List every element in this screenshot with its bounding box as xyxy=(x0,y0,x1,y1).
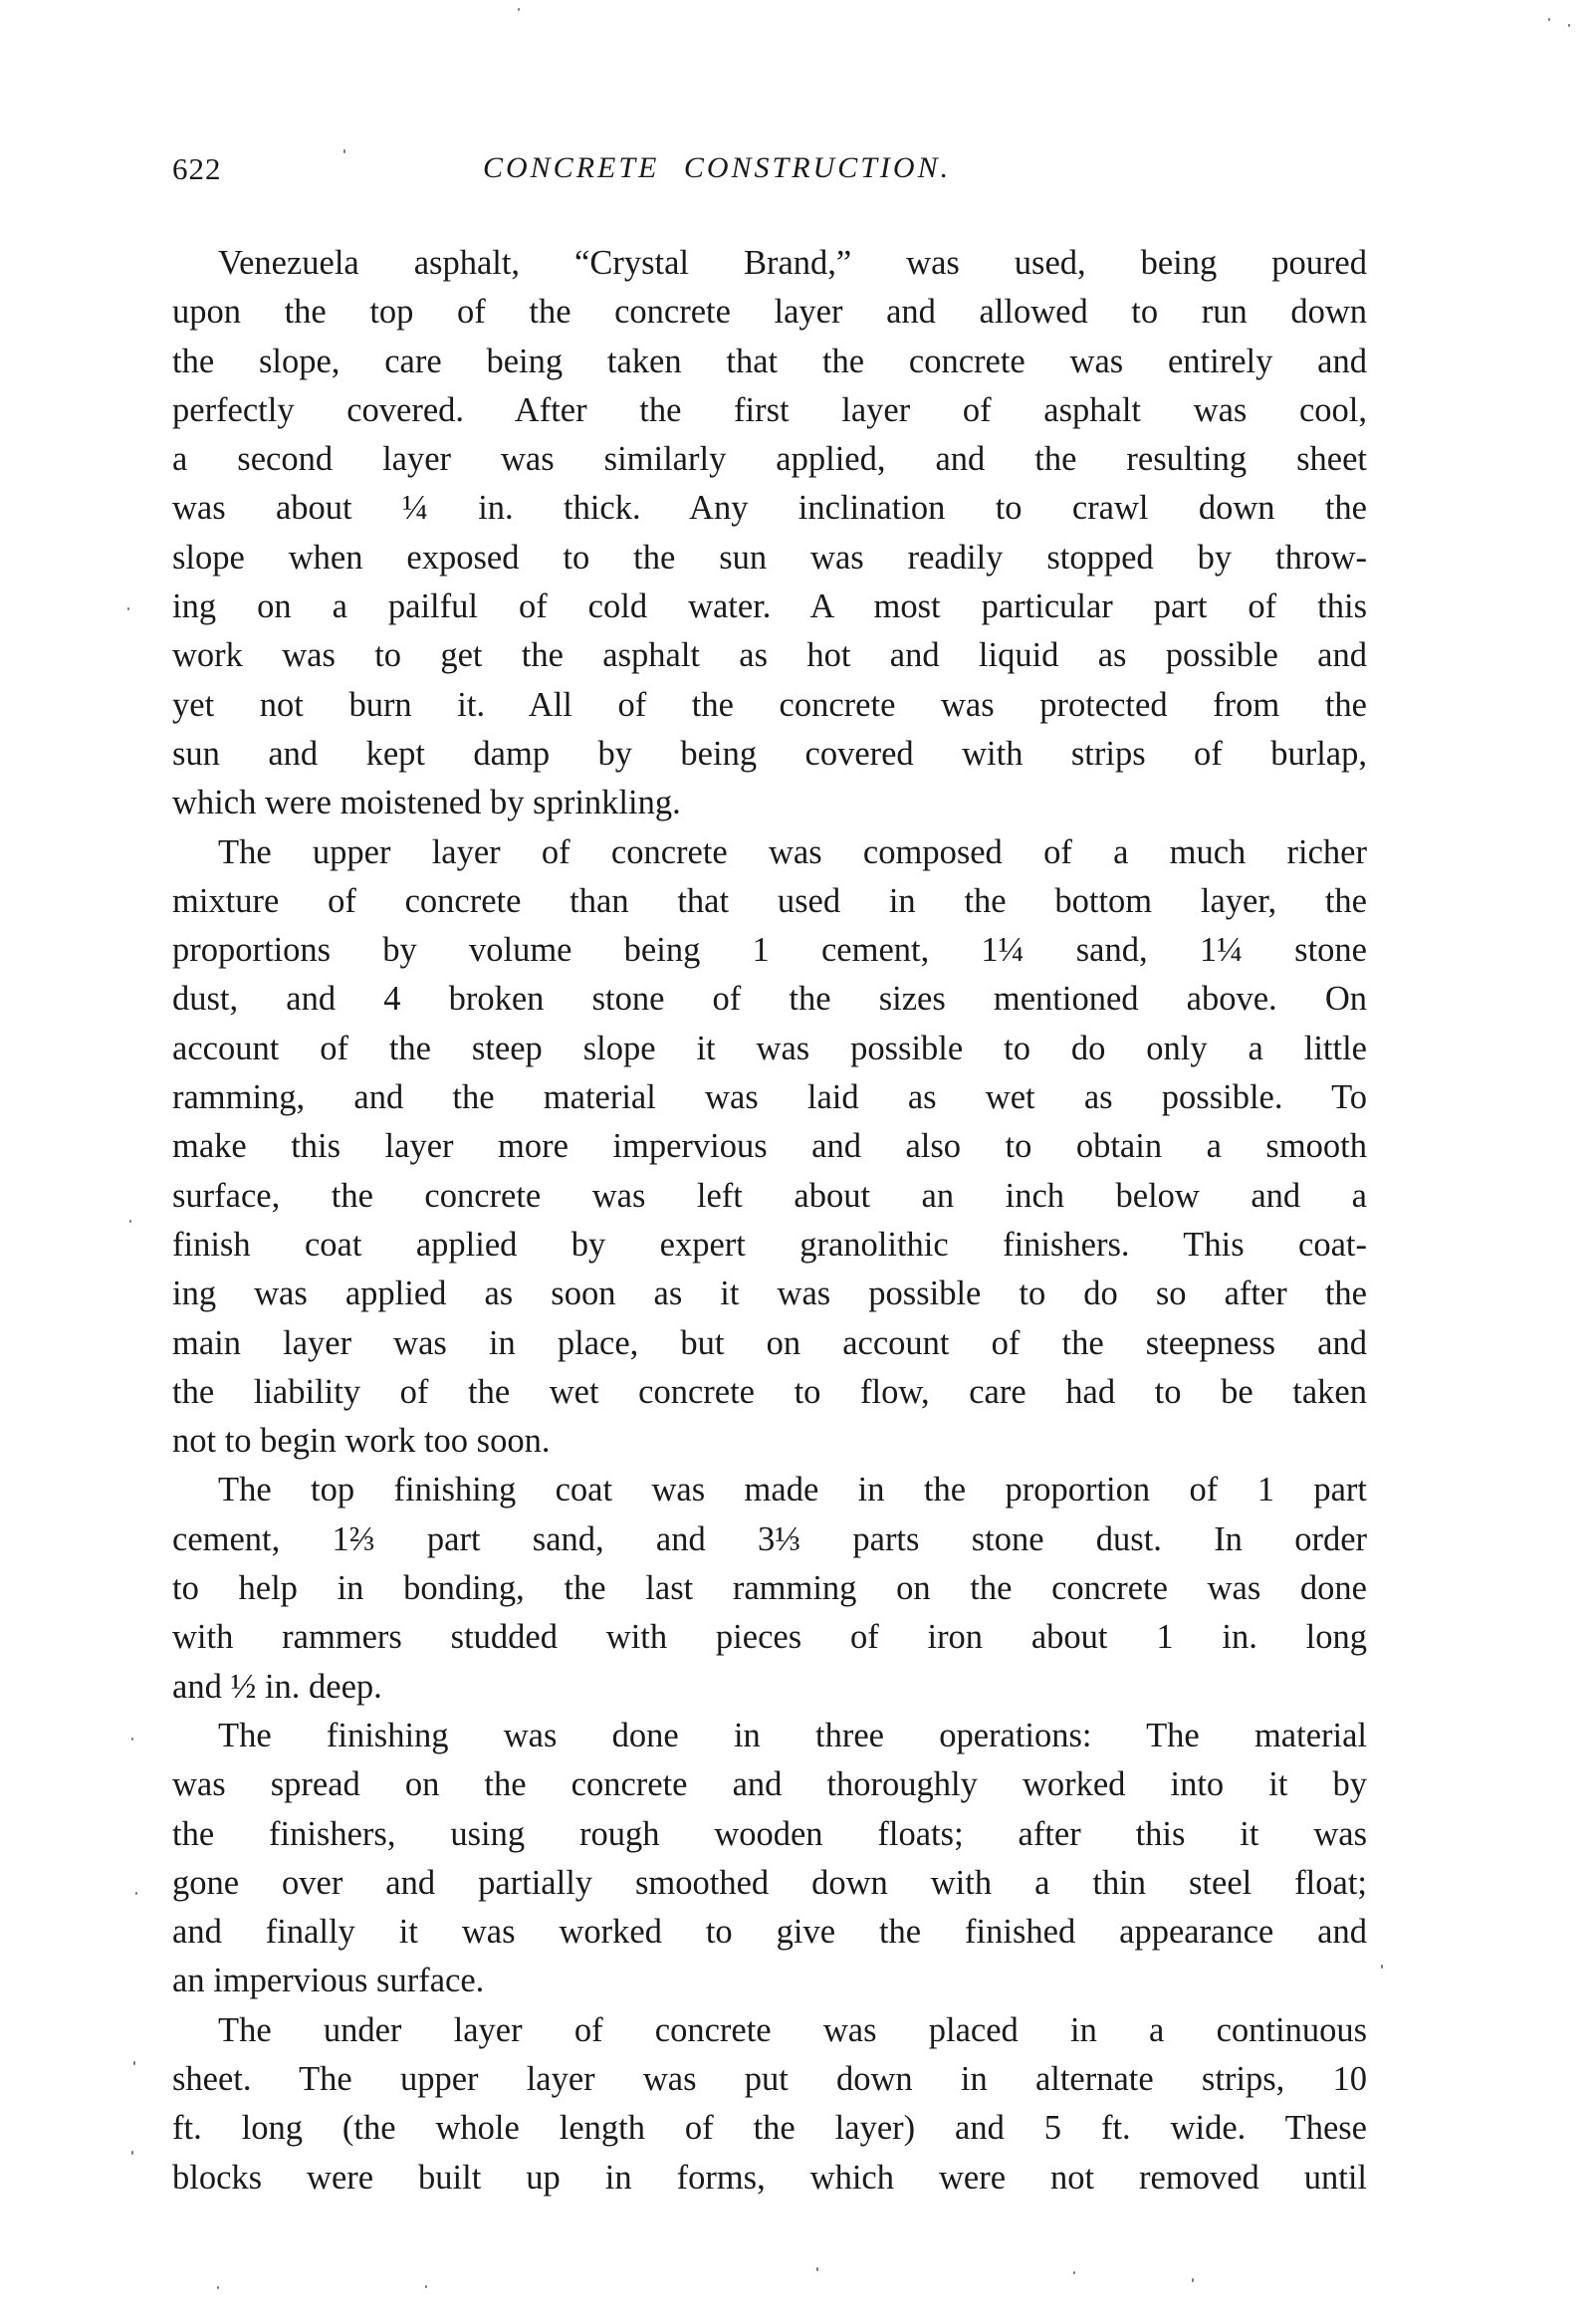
scan-speck xyxy=(518,8,520,11)
text-line: not to begin work too soon. xyxy=(172,1422,551,1461)
text-line: ft. long (the whole length of the layer) and 5 ft. wide. These xyxy=(172,2109,1367,2148)
scan-speck xyxy=(1568,24,1570,27)
text-line: and finally it was worked to give the finished appearance and xyxy=(172,1913,1367,1952)
text-line: to help in bonding, the last ramming on the concrete was done xyxy=(172,1569,1367,1608)
text-line: surface, the concrete was left about an inch below and a xyxy=(172,1176,1367,1215)
scan-speck xyxy=(1381,1965,1383,1969)
body-text xyxy=(172,239,1367,2203)
running-head xyxy=(172,151,1367,191)
text-line: ing was applied as soon as it was possible to do so after the xyxy=(172,1275,1367,1313)
paragraph xyxy=(172,2006,1367,2203)
text-line: The under layer of concrete was placed in a continuous xyxy=(218,2010,1367,2049)
text-line: ing on a pailful of cold water. A most particular part of this xyxy=(172,587,1367,626)
scan-speck xyxy=(129,1220,131,1223)
scan-speck xyxy=(131,1738,133,1741)
text-line: yet not burn it. All of the concrete was protected from the xyxy=(172,685,1367,724)
text-line: slope when exposed to the sun was readily stopped by throw- xyxy=(172,538,1367,577)
text-line: make this layer more impervious and also to obtain a smooth xyxy=(172,1127,1367,1166)
text-line: proportions by volume being 1 cement, 1¼ sand, 1¼ stone xyxy=(172,931,1367,970)
scan-speck xyxy=(131,2151,133,2155)
text-line: the finishers, using rough wooden floats; after this it was xyxy=(172,1814,1367,1853)
scan-speck xyxy=(343,149,345,153)
text-line: The finishing was done in three operations: The material xyxy=(218,1716,1367,1754)
text-line: finish coat applied by expert granolithic finishers. This coat- xyxy=(172,1225,1367,1264)
text-line: The top finishing coat was made in the proportion of 1 part xyxy=(218,1471,1367,1510)
scan-speck xyxy=(816,2267,818,2271)
paragraph xyxy=(172,828,1367,1467)
scan-speck xyxy=(133,2061,135,2065)
text-line: was spread on the concrete and thoroughly worked into it by xyxy=(172,1765,1367,1804)
scan-speck xyxy=(1192,2278,1194,2282)
text-line: work was to get the asphalt as hot and liquid as possible and xyxy=(172,636,1367,675)
text-line: The upper layer of concrete was composed of a much richer xyxy=(218,832,1367,871)
scan-speck xyxy=(1548,18,1550,21)
paragraph xyxy=(172,239,1367,828)
text-line: sheet. The upper layer was put down in alternate strips, 10 xyxy=(172,2059,1367,2098)
text-line: cement, 1⅔ part sand, and 3⅓ parts stone dust. In order xyxy=(172,1519,1367,1558)
page-number: 622 xyxy=(172,151,222,186)
scan-speck xyxy=(1073,2271,1075,2274)
text-line: main layer was in place, but on account of the steepness and xyxy=(172,1323,1367,1362)
text-line: a second layer was similarly applied, and the resulting sheet xyxy=(172,440,1367,479)
text-line: perfectly covered. After the first layer of asphalt was cool, xyxy=(172,390,1367,429)
text-line: the liability of the wet concrete to flow, care had to be taken xyxy=(172,1372,1367,1411)
text-line: with rammers studded with pieces of iron about 1 in. long xyxy=(172,1618,1367,1657)
running-title: CONCRETE CONSTRUCTION. xyxy=(483,151,952,184)
paragraph xyxy=(172,1466,1367,1711)
paragraph xyxy=(172,1712,1367,2006)
text-line: ramming, and the material was laid as wet as possible. To xyxy=(172,1078,1367,1117)
text-line: Venezuela asphalt, “Crystal Brand,” was used, being poured xyxy=(218,244,1367,282)
text-line: gone over and partially smoothed down with a thin steel float; xyxy=(172,1863,1367,1902)
scan-speck xyxy=(135,1892,137,1895)
text-line: sun and kept damp by being covered with strips of burlap, xyxy=(172,734,1367,773)
text-line: the slope, care being taken that the concrete was entirely and xyxy=(172,342,1367,380)
text-line: mixture of concrete than that used in the bottom layer, the xyxy=(172,881,1367,920)
text-line: account of the steep slope it was possible to do only a little xyxy=(172,1029,1367,1067)
text-line: blocks were built up in forms, which were not removed until xyxy=(172,2158,1367,2197)
text-line: dust, and 4 broken stone of the sizes mentioned above. On xyxy=(172,980,1367,1019)
text-line: upon the top of the concrete layer and allowed to run down xyxy=(172,293,1367,332)
text-line: was about ¼ in. thick. Any inclination to crawl down the xyxy=(172,489,1367,528)
scan-speck xyxy=(425,2285,427,2288)
text-line: and ½ in. deep. xyxy=(172,1667,382,1706)
scan-speck xyxy=(127,607,129,610)
text-line: which were moistened by sprinkling. xyxy=(172,784,681,822)
scan-speck xyxy=(217,2286,219,2289)
text-line: an impervious surface. xyxy=(172,1962,485,2000)
